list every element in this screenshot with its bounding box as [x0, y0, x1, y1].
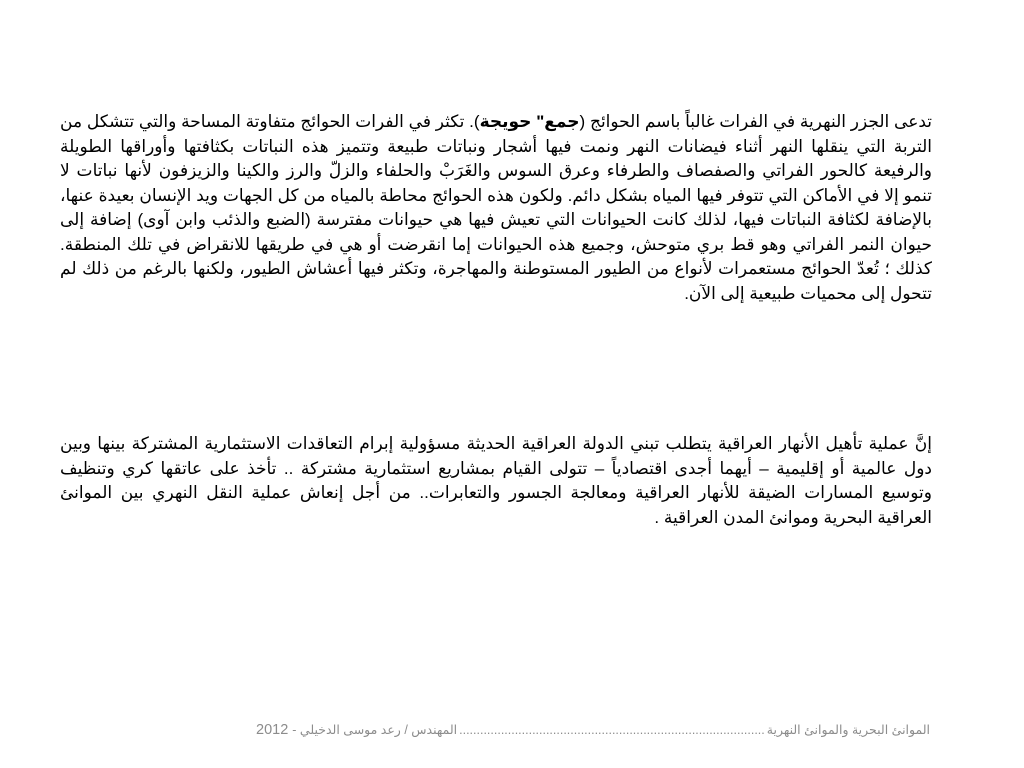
footer-dot-leader: ........................................................................................	[459, 723, 765, 737]
paragraph-1-lead: تدعى الجزر النهرية في الفرات غالباً باسم الحوائج (	[579, 112, 932, 131]
paragraph-river-rehabilitation: إنَّ عملية تأهيل الأنهار العراقية يتطلب تبني الدولة العراقية الحديثة مسؤولية إبرام التعاقدات الاستثمارية المشتركة بينها وبين دول عالمية أو إقليمية – أيهما أجدى اقتصادياً – تتولى القيام بمشاريع استثمارية مشتركة .. تأخذ على عاتقها كري وتنظيف وتوسيع المسارات الضيقة للأنهار العراقية ومعالجة الجسور والتعابرات.. من أجل إنعاش عملية النقل النهري بين الموانئ العراقية البحرية وموانئ المدن العراقية .	[60, 434, 932, 527]
paragraph-1-bold-term: جمع" حويجة	[479, 112, 580, 131]
footer-author: المهندس / رعد موسى الدخيلي -	[292, 723, 458, 737]
page-footer	[128, 722, 930, 742]
footer-year: 2012	[256, 722, 289, 738]
paragraph-1-rest: ). تكثر في الفرات الحوائج متفاوتة المساحة والتي تتشكل من التربة التي ينقلها النهر أثناء فيضانات النهر ونمت فيها أشجار ونباتات طبيعة وتتميز هذه النباتات بكثافتها وأوراقها الطويلة والرفيعة كالحور الفراتي والصفصاف والطرفاء وعرق السوس والغَرَبْ والحلفاء والزلّ والرز والكينا والزيزفون لأنها نباتات لا تنمو إلا في الأماكن التي تتوفر فيها المياه بشكل دائم. ولكون هذه الحوائج محاطة بالمياه من كل الجهات ويد الإنسان بعيدة عنها، بالإضافة لكثافة النباتات فيها، لذلك كانت الحيوانات التي تعيش فيها هي حيوانات مفترسة (الضبع والذئب وابن آوى) إضافة إلى حيوان النمر الفراتي وهو قط بري متوحش، وجميع هذه الحيوانات إما انقرضت أو هي في طريقها للانقراض في تلك المنطقة. كذلك ؛ تُعدّ الحوائج مستعمرات لأنواع من الطيور المستوطنة والمهاجرة، وتكثر فيها أعشاش الطيور، ولكنها بالرغم من ذلك لم تتحول إلى محميات طبيعية إلى الآن.	[60, 112, 932, 303]
paragraph-euphrates-islands	[60, 110, 932, 306]
footer-title: الموانئ البحرية والموانئ النهرية	[766, 723, 930, 737]
